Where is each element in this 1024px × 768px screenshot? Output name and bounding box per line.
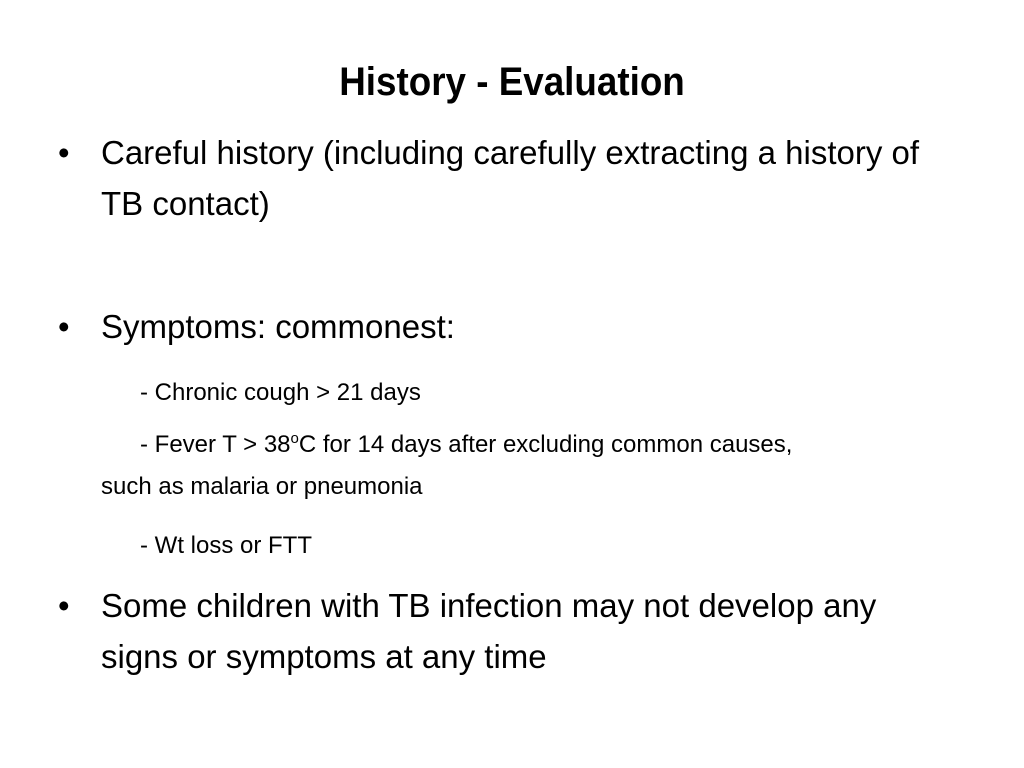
sub-item-chronic-cough: - Chronic cough > 21 days xyxy=(140,379,421,406)
slide-title: History - Evaluation xyxy=(339,60,685,104)
bullet-text: Symptoms: commonest: xyxy=(101,308,455,345)
sub-item-wt-loss: - Wt loss or FTT xyxy=(140,532,312,559)
bullet-text: Careful history (including carefully extracting a history of TB contact) xyxy=(101,134,920,222)
sub-item-fever-prefix: - Fever T > 38 xyxy=(140,431,291,458)
sub-item-fever-line2: such as malaria or pneumonia xyxy=(101,473,423,500)
bullet-text: Some children with TB infection may not develop any signs or symptoms at any time xyxy=(101,587,877,675)
degree-superscript: o xyxy=(290,430,299,447)
bullet-icon: • xyxy=(58,587,70,624)
sub-item-fever xyxy=(101,424,1001,508)
sub-item-fever-line1 xyxy=(101,424,1001,466)
sub-item-fever-suffix: C for 14 days after excluding common causes, xyxy=(298,431,793,458)
bullet-icon: • xyxy=(58,134,70,171)
bullet-icon: • xyxy=(58,308,70,345)
